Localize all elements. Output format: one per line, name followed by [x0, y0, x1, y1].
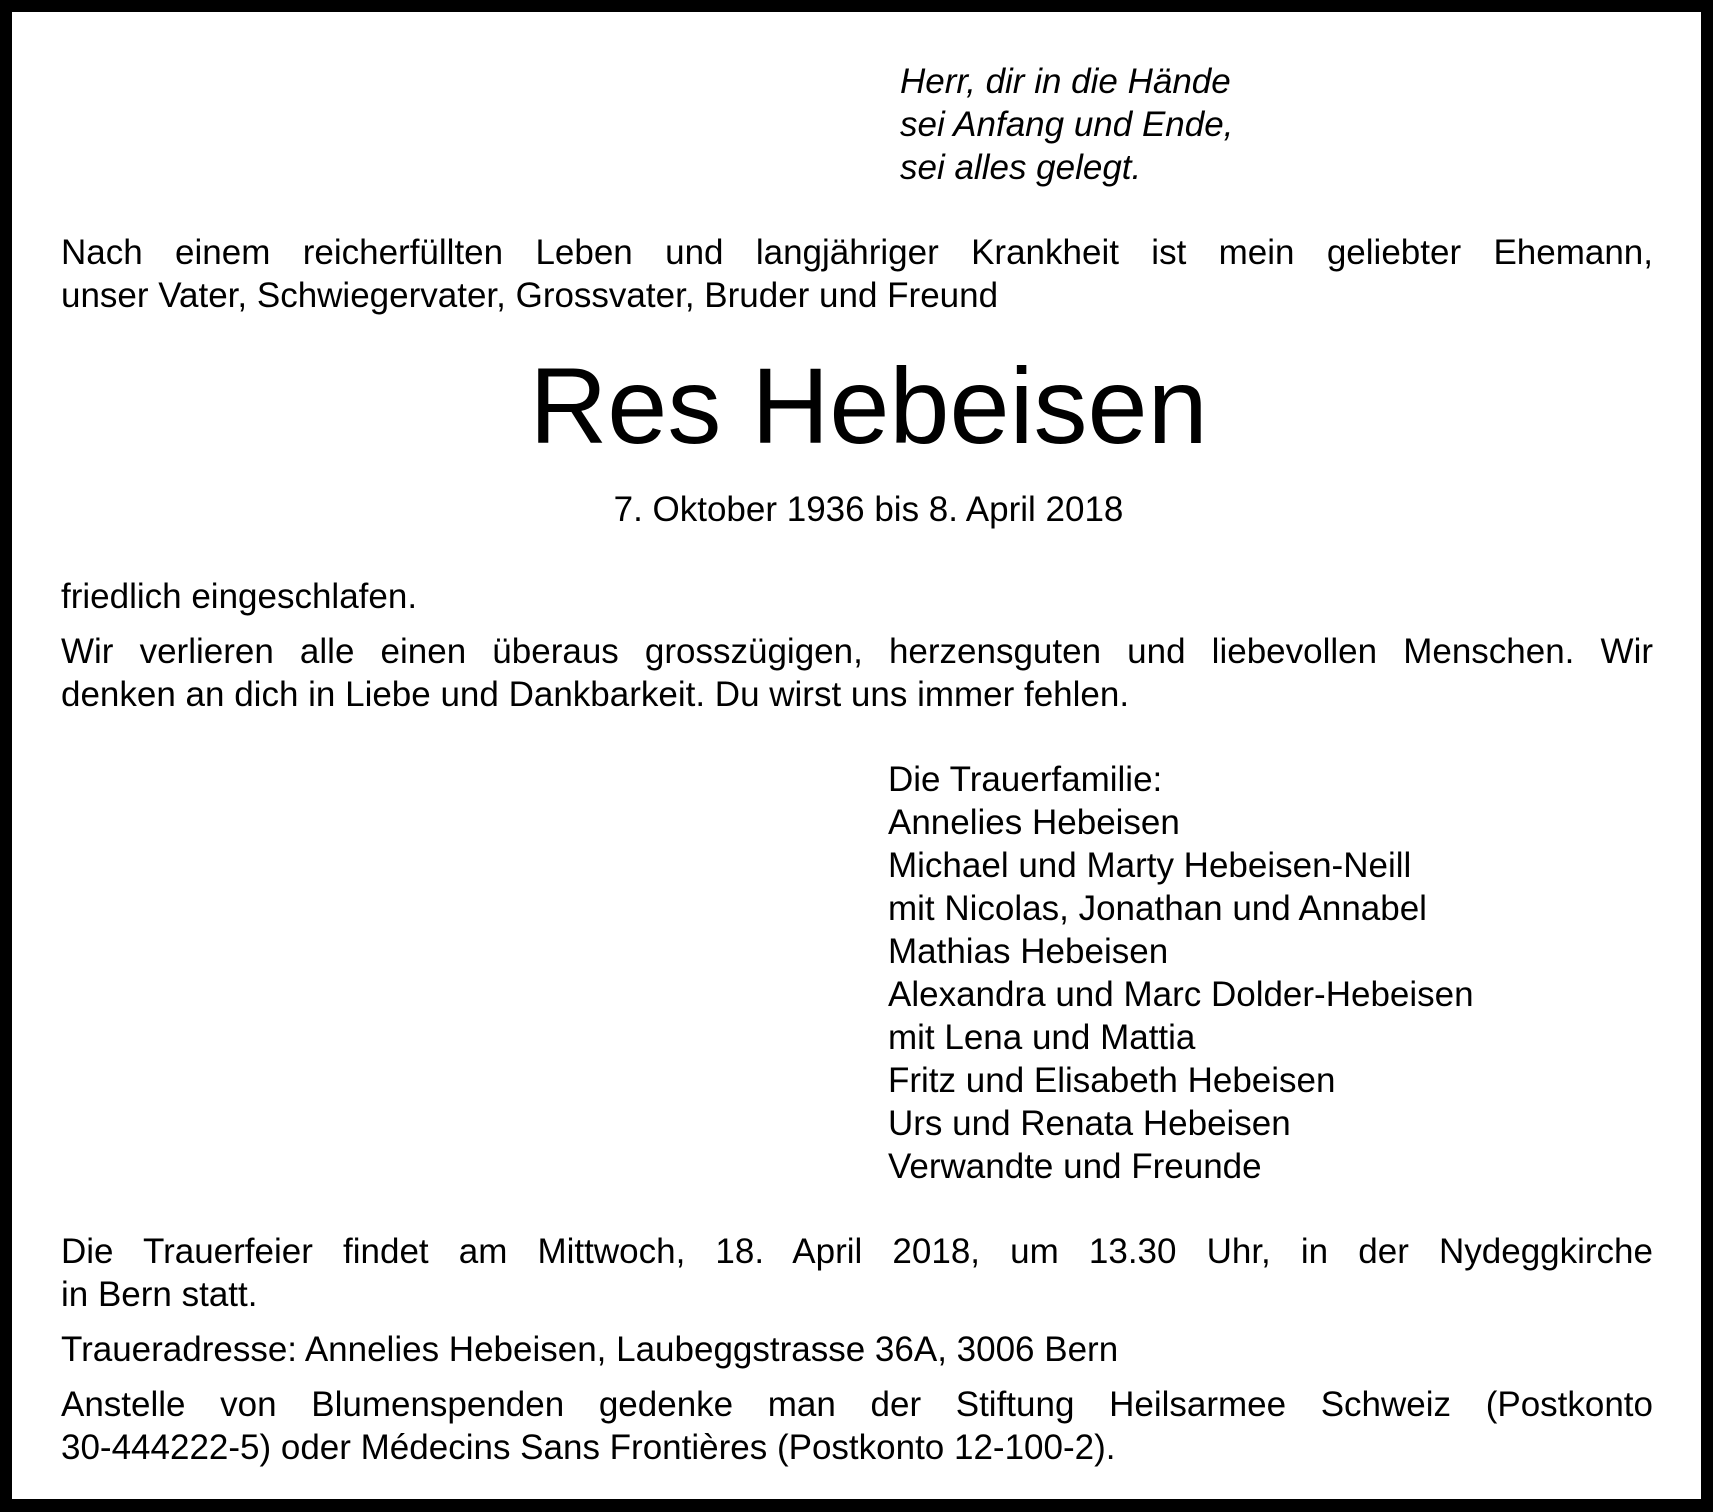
- family-member: mit Lena und Mattia: [888, 1018, 1196, 1057]
- motto-line: sei alles gelegt.: [900, 148, 1142, 187]
- ceremony-line-1: Die Trauerfeier findet am Mittwoch, 18. April 2018, um 13.30 Uhr, in der Nydeggkirche: [61, 1232, 1653, 1271]
- ceremony-paragraph: [61, 1230, 1653, 1316]
- family-member: Alexandra und Marc Dolder-Hebeisen: [888, 975, 1474, 1014]
- intro-paragraph: [61, 231, 1653, 317]
- family-member: Mathias Hebeisen: [888, 932, 1169, 971]
- family-heading: Die Trauerfamilie:: [888, 760, 1163, 799]
- donations-line-2: 30-444222-5) oder Médecins Sans Frontières (Postkonto 12-100-2).: [61, 1428, 1116, 1467]
- tribute-paragraph: [61, 630, 1653, 716]
- mourning-address: Traueradresse: Annelies Hebeisen, Laubeggstrasse 36A, 3006 Bern: [61, 1330, 1119, 1369]
- intro-line-1: Nach einem reicherfüllten Leben und langjähriger Krankheit ist mein geliebter Ehemann,: [61, 233, 1653, 272]
- family-member: Verwandte und Freunde: [888, 1147, 1262, 1186]
- deceased-name: Res Hebeisen: [529, 345, 1208, 466]
- passing-line: friedlich eingeschlafen.: [61, 577, 418, 616]
- motto-verse: [900, 60, 1233, 189]
- tribute-line-2: denken an dich in Liebe und Dankbarkeit. Du wirst uns immer fehlen.: [61, 675, 1130, 714]
- ceremony-line-2: in Bern statt.: [61, 1275, 258, 1314]
- donations-paragraph: [61, 1383, 1653, 1469]
- life-dates: 7. Oktober 1936 bis 8. April 2018: [613, 490, 1124, 529]
- family-member: Annelies Hebeisen: [888, 803, 1180, 842]
- motto-line: sei Anfang und Ende,: [900, 105, 1234, 144]
- tribute-line-1: Wir verlieren alle einen überaus grosszügigen, herzensguten und liebevollen Menschen. Wir: [61, 632, 1653, 671]
- family-member: mit Nicolas, Jonathan und Annabel: [888, 889, 1427, 928]
- family-member: Fritz und Elisabeth Hebeisen: [888, 1061, 1336, 1100]
- donations-line-1: Anstelle von Blumenspenden gedenke man der Stiftung Heilsarmee Schweiz (Postkonto: [61, 1385, 1653, 1424]
- family-list: [888, 758, 1474, 1188]
- family-member: Urs und Renata Hebeisen: [888, 1104, 1291, 1143]
- family-member: Michael und Marty Hebeisen-Neill: [888, 846, 1412, 885]
- intro-line-2: unser Vater, Schwiegervater, Grossvater, Bruder und Freund: [61, 276, 999, 315]
- motto-line: Herr, dir in die Hände: [900, 62, 1231, 101]
